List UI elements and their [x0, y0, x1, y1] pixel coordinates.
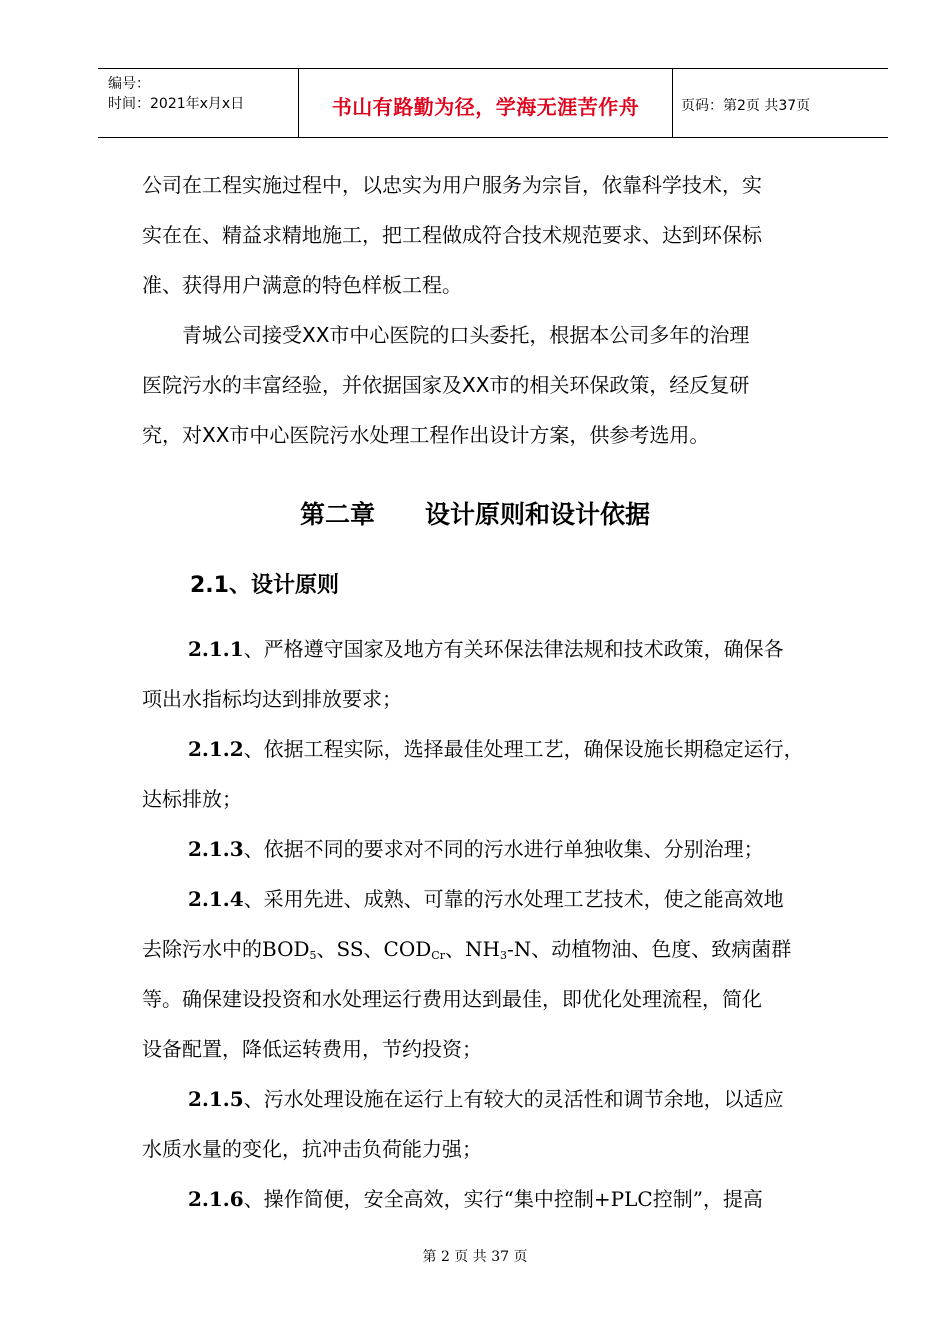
item-2-1-1-line-1: [188, 636, 784, 662]
item-number: 2.1.5: [188, 1087, 244, 1111]
item-number: 2.1.3: [188, 837, 244, 861]
item-2-1-3-line-1: [188, 836, 764, 862]
header-meta-cell: [98, 69, 298, 137]
item-text: 、依据不同的要求对不同的污水进行单独收集、分别治理；: [243, 837, 764, 861]
subscript: 5: [309, 949, 317, 962]
item-2-1-4-line-4: 设备配置，降低运转费用，节约投资；: [142, 1037, 482, 1061]
item-text: 、采用先进、成熟、可靠的污水处理工艺技术，使之能高效地: [243, 887, 784, 911]
item-2-1-1-line-2: 项出水指标均达到排放要求；: [142, 687, 402, 711]
intro-line-3: 准、获得用户满意的特色样板工程。: [142, 273, 462, 297]
header-motto-cell: [298, 69, 673, 137]
item-number: 2.1.2: [188, 737, 244, 761]
text-segment: 去除污水中的BOD: [142, 937, 310, 961]
item-text: 、依据工程实际，选择最佳处理工艺，确保设施长期稳定运行，: [243, 737, 804, 761]
intro-line-2: 实在在、精益求精地施工，把工程做成符合技术规范要求、达到环保标: [142, 223, 762, 247]
text-segment: 、NH: [444, 937, 500, 961]
para2-line-2: 医院污水的丰富经验，并依据国家及XX市的相关环保政策，经反复研: [142, 373, 750, 397]
para2-line-1: 青城公司接受XX市中心医院的口头委托，根据本公司多年的治理: [182, 323, 750, 347]
section-title: 2.1、设计原则: [190, 573, 339, 598]
text-segment: 、SS、COD: [316, 937, 432, 961]
header-time-label: 时间：2021年x月x日: [108, 96, 245, 112]
item-2-1-5-line-2: 水质水量的变化，抗冲击负荷能力强；: [142, 1137, 482, 1161]
header-page-cell: [672, 69, 888, 137]
chapter-title: 第二章 设计原则和设计依据: [299, 500, 650, 529]
item-number: 2.1.4: [188, 887, 244, 911]
page-footer: 第 2 页 共 37 页: [422, 1249, 528, 1265]
item-2-1-4-line-2: [142, 936, 791, 969]
item-text: 、严格遵守国家及地方有关环保法律法规和技术政策，确保各: [243, 637, 784, 661]
item-text: 、操作简便，安全高效，实行“集中控制+PLC控制”，提高: [243, 1187, 763, 1211]
subscript: Cr: [431, 949, 445, 962]
header-page-label: 页码：第2页 共37页: [681, 98, 811, 114]
item-2-1-2-line-1: [188, 736, 804, 762]
item-2-1-2-line-2: 达标排放；: [142, 787, 242, 811]
item-2-1-4-line-3: 等。确保建设投资和水处理运行费用达到最佳，即优化处理流程，简化: [142, 987, 762, 1011]
text-segment: -N、动植物油、色度、致病菌群: [506, 937, 792, 961]
header-number-label: 编号：: [108, 76, 150, 92]
header-motto: 书山有路勤为径，学海无涯苦作舟: [331, 95, 640, 119]
item-text: 、污水处理设施在运行上有较大的灵活性和调节余地，以适应: [243, 1087, 784, 1111]
item-number: 2.1.6: [188, 1187, 244, 1211]
item-2-1-6-line-1: [188, 1186, 763, 1212]
item-2-1-4-line-1: [188, 886, 784, 912]
document-header: [98, 68, 888, 138]
item-2-1-5-line-1: [188, 1086, 784, 1112]
item-number: 2.1.1: [188, 637, 244, 661]
intro-line-1: 公司在工程实施过程中，以忠实为用户服务为宗旨，依靠科学技术，实: [142, 173, 762, 197]
para2-line-3: 究，对XX市中心医院污水处理工程作出设计方案，供参考选用。: [142, 423, 710, 447]
subscript: 3: [499, 949, 507, 962]
